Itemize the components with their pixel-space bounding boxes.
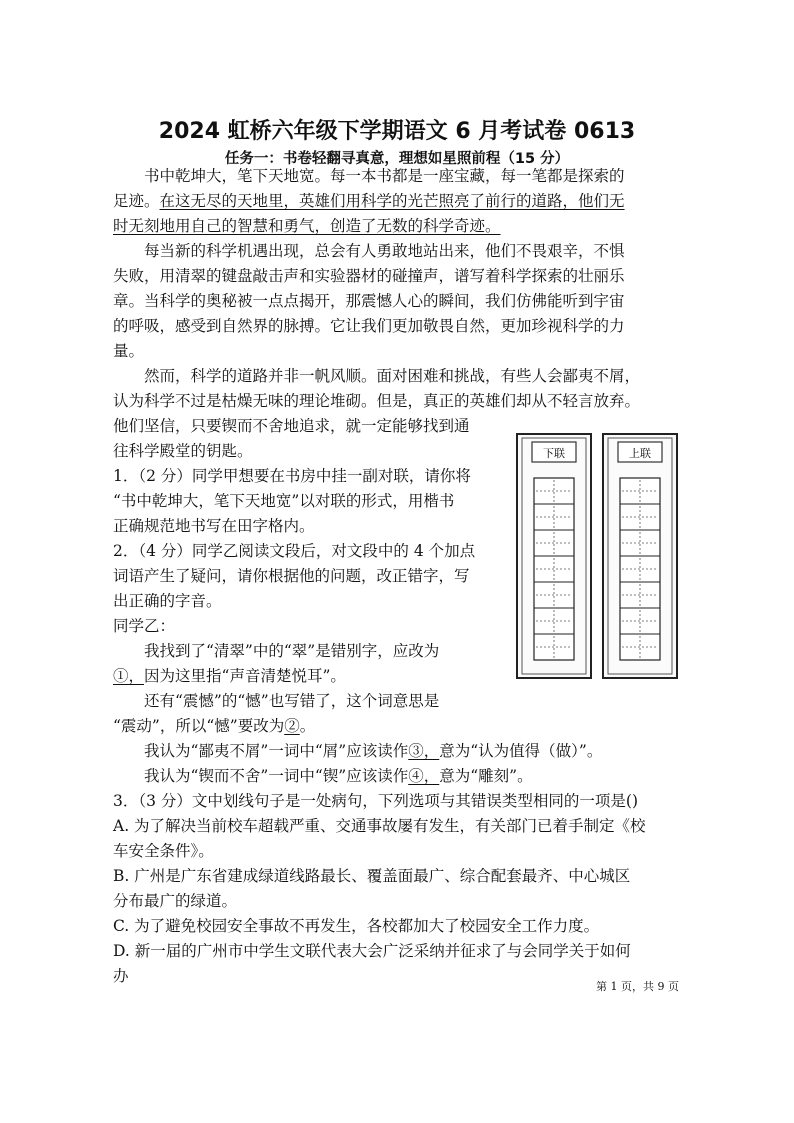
passage-line: 他们坚信，只要锲而不舍地追求，就一定能够找到通: [113, 417, 470, 435]
option-c[interactable]: C. 为了避免校园安全事故不再发生，各校都加大了校园安全工作力度。: [113, 917, 600, 935]
question-2-line: [113, 766, 533, 786]
passage-line: [113, 191, 625, 211]
passage-line: 认为科学不过是枯燥无味的理论堆砌。但是，真正的英雄们却从不轻言放弃。: [113, 392, 641, 410]
question-2-text: 我认为“鄙夷不屑”一词中“屑”应该读作: [113, 742, 409, 760]
question-2-line: 我找到了“清翠”中的“翠”是错别字，应改为: [113, 642, 440, 660]
blank-1[interactable]: ①，: [113, 667, 145, 685]
question-2-text: 意为“雕刻”。: [439, 767, 533, 785]
passage-line: 量。: [113, 342, 145, 360]
question-2-line: [113, 741, 602, 761]
tianzi-grid-left[interactable]: [534, 478, 574, 660]
underlined-sentence: 在这无尽的天地里，英雄们用科学的光芒照亮了前行的道路，他们无: [159, 192, 625, 210]
question-2-text: 意为“认为值得（做）”。: [439, 742, 603, 760]
passage-line: 书中乾坤大，笔下天地宽。每一本书都是一座宝藏，每一笔都是探索的: [113, 167, 625, 185]
passage-line: 失败，用清翠的键盘敲击声和实验器材的碰撞声，谱写着科学探索的壮丽乐: [113, 267, 625, 285]
option-a-cont: 车安全条件》。: [113, 842, 214, 860]
option-b-cont: 分布最广的绿道。: [113, 892, 238, 910]
task-heading: 任务一：书卷轻翻寻真意，理想如星照前程（15 分）: [224, 151, 570, 167]
page-title: 2024 虹桥六年级下学期语文 6 月考试卷 0613: [158, 119, 636, 144]
passage-text: 足迹。: [113, 192, 160, 210]
question-2-text: 因为这里指“声音清楚悦耳”。: [144, 667, 346, 685]
couplet-scrolls-illustration: [516, 432, 680, 680]
option-d-cont: 办: [113, 967, 129, 985]
tianzi-grid-right[interactable]: [620, 478, 660, 660]
question-2-speaker: 同学乙：: [113, 617, 176, 635]
blank-3[interactable]: ③，: [408, 742, 440, 760]
option-d[interactable]: D. 新一届的广州市中学生文联代表大会广泛采纳并征求了与会同学关于如何: [113, 942, 631, 960]
question-1-line: 正确规范地书写在田字格内。: [113, 517, 315, 535]
left-scroll-label: 下联: [543, 447, 565, 460]
question-2-line: 还有“震憾”的“憾”也写错了，这个词意思是: [113, 692, 440, 710]
right-scroll-label: 上联: [629, 447, 651, 460]
question-2: 2．（4 分）同学乙阅读文段后，对文段中的 4 个加点: [113, 542, 476, 560]
passage-line: 然而，科学的道路并非一帆风顺。面对困难和挑战，有些人会鄙夷不屑，: [113, 367, 641, 385]
question-2-text: “震动”，所以“憾”要改为: [113, 717, 285, 735]
page-footer: 第 1 页，共 9 页: [596, 980, 679, 993]
question-1: 1．（2 分）同学甲想要在书房中挂一副对联，请你将: [113, 467, 471, 485]
left-scroll: [517, 434, 591, 678]
question-2-line: [113, 666, 346, 686]
question-2-line: 出正确的字音。: [113, 592, 222, 610]
right-scroll: [603, 434, 677, 678]
question-2-text: 。: [299, 717, 316, 735]
underlined-sentence-cont: 时无刻地用自己的智慧和勇气，创造了无数的科学奇迹。: [113, 217, 501, 235]
blank-4[interactable]: ④，: [408, 767, 440, 785]
passage-line: 章。当科学的奥秘被一点点揭开，那震憾人心的瞬间，我们仿佛能听到宇宙: [113, 292, 625, 310]
passage-line: 每当新的科学机遇出现，总会有人勇敢地站出来，他们不畏艰辛，不惧: [113, 242, 625, 260]
question-2-line: 词语产生了疑问，请你根据他的问题，改正错字，写: [113, 567, 470, 585]
option-b[interactable]: B. 广州是广东省建成绿道线路最长、覆盖面最广、综合配套最齐、中心城区: [113, 867, 631, 885]
option-a[interactable]: A. 为了解决当前校车超载严重、交通事故屡有发生，有关部门已着手制定《校: [113, 817, 646, 835]
blank-2[interactable]: ②: [284, 717, 300, 735]
question-2-text: 我认为“锲而不舍”一词中“锲”应该读作: [113, 767, 409, 785]
passage-line: 的呼吸，感受到自然界的脉搏。它让我们更加敬畏自然，更加珍视科学的力: [113, 317, 625, 335]
passage-line: 往科学殿堂的钥匙。: [113, 442, 253, 460]
question-1-line: “书中乾坤大，笔下天地宽”以对联的形式，用楷书: [113, 492, 455, 510]
question-3: 3．（3 分）文中划线句子是一处病句，下列选项与其错误类型相同的一项是(): [113, 792, 638, 810]
question-2-line: [113, 716, 315, 736]
